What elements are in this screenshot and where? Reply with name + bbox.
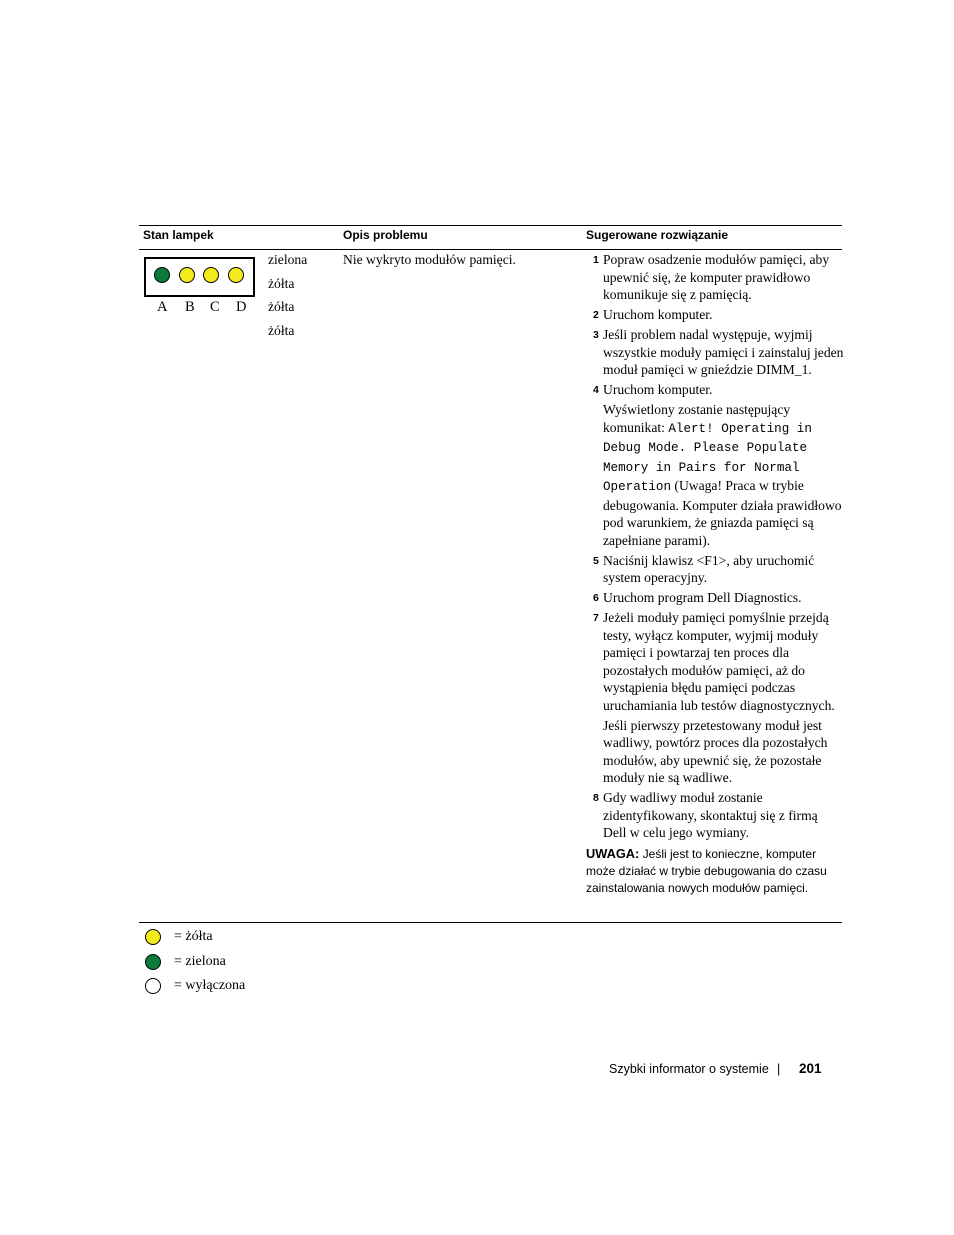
solution-step xyxy=(586,552,844,587)
footer-separator: | xyxy=(777,1062,781,1076)
solution-step xyxy=(586,326,844,379)
note-block xyxy=(586,845,836,897)
step-number: 2 xyxy=(593,309,599,321)
solution-step xyxy=(586,381,844,399)
panel-letter-c: C xyxy=(210,299,220,315)
step-text: Gdy wadliwy moduł zostanie zidentyfikowany, skontaktuj się z firmą Dell w celu jego wymiany. xyxy=(603,790,818,840)
legend-green-icon xyxy=(145,954,161,970)
header-rule xyxy=(139,249,842,250)
step-text: Uruchom program Dell Diagnostics. xyxy=(603,590,802,605)
step-text: Uruchom komputer. xyxy=(603,382,713,397)
header-solution: Sugerowane rozwiązanie xyxy=(586,228,729,242)
step-4-message-paragraph xyxy=(586,401,844,549)
step-7-paragraph: Jeśli pierwszy przetestowany moduł jest wadliwy, powtórz proces dla pozostałych modułów, aby upewnić się, że pozostałe moduły nie są wadliwe. xyxy=(603,717,828,785)
header-problem: Opis problemu xyxy=(343,228,428,242)
legend-green-label: = zielona xyxy=(174,954,226,969)
light-state-d: żółta xyxy=(268,323,295,338)
solution-step xyxy=(586,789,844,842)
panel-letter-a: A xyxy=(157,299,168,315)
step-number: 7 xyxy=(593,612,599,624)
legend-yellow-icon xyxy=(145,929,161,945)
page-number: 201 xyxy=(799,1061,822,1076)
light-b-yellow-icon xyxy=(179,267,195,283)
step-text: Naciśnij klawisz <F1>, aby uruchomić system operacyjny. xyxy=(603,552,815,585)
panel-letter-d: D xyxy=(236,299,247,315)
solution-step xyxy=(586,609,844,714)
panel-letter-b: B xyxy=(185,299,195,315)
light-state-b: żółta xyxy=(268,276,295,291)
solution-step xyxy=(586,251,844,304)
step-text: Uruchom komputer. xyxy=(603,307,713,322)
step-number: 4 xyxy=(593,384,599,396)
light-a-green-icon xyxy=(154,267,170,283)
light-d-yellow-icon xyxy=(228,267,244,283)
solution-step xyxy=(586,589,844,607)
message-intro: Wyświetlony zostanie następujący komunikat: xyxy=(603,402,791,435)
legend-yellow-label: = żółta xyxy=(174,929,213,944)
debug-alert-message: Alert! Operating in Debug Mode. Please Populate Memory in Pairs for Normal Operation xyxy=(603,421,812,494)
message-translation: (Uwaga! Praca w trybie debugowania. Komputer działa prawidłowo pod warunkiem, że gniazda pamięci są zapełniane parami). xyxy=(603,478,842,548)
solution-list xyxy=(586,251,844,897)
step-number: 5 xyxy=(593,554,599,567)
legend-off-label: = wyłączona xyxy=(174,978,246,993)
step-text: Jeśli problem nadal występuje, wyjmij wszystkie moduły pamięci i zainstaluj jeden moduł pamięci w gnieździe DIMM_1. xyxy=(603,327,844,377)
step-number: 6 xyxy=(593,592,599,604)
light-c-yellow-icon xyxy=(203,267,219,283)
table-top-rule xyxy=(139,225,842,226)
table-bottom-rule xyxy=(139,922,842,923)
step-text: Popraw osadzenie modułów pamięci, aby upewnić się, że komputer prawidłowo komunikuje się z pamięcią. xyxy=(603,252,830,302)
light-state-a: zielona xyxy=(268,252,308,267)
step-number: 8 xyxy=(593,792,599,804)
header-lights: Stan lampek xyxy=(143,228,214,242)
legend-off-icon xyxy=(145,978,161,994)
note-text: Jeśli jest to konieczne, komputer może działać w trybie debugowania do czasu zainstalowania nowych modułów pamięci. xyxy=(586,846,827,895)
step-number: 1 xyxy=(593,254,599,266)
step-number: 3 xyxy=(593,329,599,341)
footer-section-title: Szybki informator o systemie xyxy=(609,1062,769,1076)
light-state-c: żółta xyxy=(268,299,295,314)
note-label: UWAGA: xyxy=(586,845,640,861)
step-text: Jeżeli moduły pamięci pomyślnie przejdą testy, wyłącz komputer, wyjmij moduły pamięci i powtarzaj ten proces dla pozostałych modułów pamięci, aż do wystąpienia błędu pamięci podczas uruchamiania lub testów diagnostycznych. xyxy=(603,610,835,713)
diagnostic-lights-panel xyxy=(144,257,255,297)
problem-description: Nie wykryto modułów pamięci. xyxy=(343,252,516,267)
solution-step xyxy=(586,306,844,324)
